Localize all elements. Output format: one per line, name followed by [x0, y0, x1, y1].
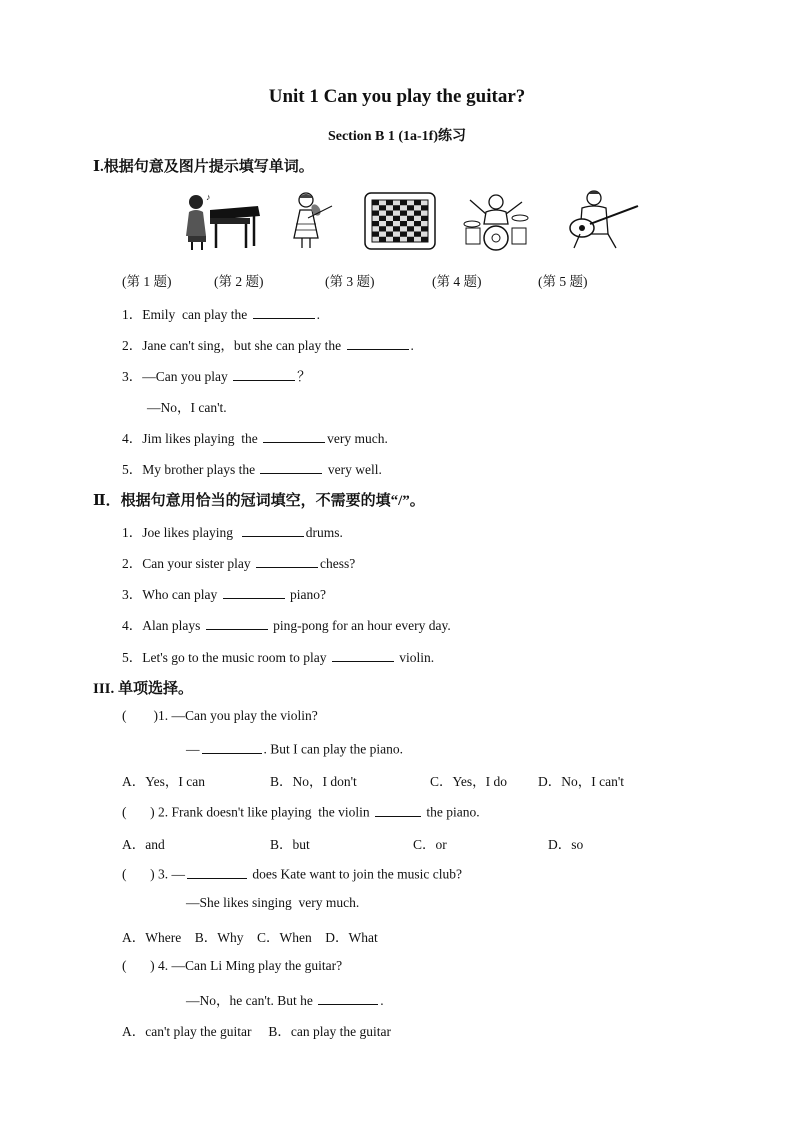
s3-q1-option-d[interactable]: D．No，I can't	[538, 774, 625, 789]
answer-paren[interactable]: ( )	[122, 804, 155, 820]
answer-blank[interactable]	[256, 554, 318, 569]
section-2-heading: Ⅱ．根据句意用恰当的冠词填空，不需要的填“/”。	[93, 493, 425, 509]
s3-q1-option-a[interactable]: A．Yes，I can	[122, 774, 205, 789]
page-subtitle: Section B 1 (1a-1f)练习	[327, 129, 467, 144]
picture-label-5: (第 5 题)	[538, 274, 588, 289]
answer-blank[interactable]	[206, 616, 268, 631]
answer-blank	[318, 991, 378, 1006]
s3-question-1: ( )1. —Can you play the violin?	[122, 708, 318, 723]
answer-blank	[202, 739, 262, 754]
section-3-heading: III. 单项选择。	[93, 681, 194, 697]
s3-q3-options[interactable]: A．Where B．Why C．When D．What	[122, 930, 378, 945]
s3-question-2: ( ) 2. Frank doesn't like playing the violin the piano.	[122, 802, 480, 821]
picture-label-4: (第 4 题)	[432, 274, 482, 289]
s1-question-3: 3．—Can you play ？	[122, 365, 311, 385]
s1-question-1: 1．Emily can play the .	[122, 303, 320, 323]
s3-question-3-reply: —She likes singing very much.	[186, 895, 360, 910]
s3-q2-option-b[interactable]: B．but	[270, 837, 310, 852]
answer-blank	[187, 864, 247, 879]
s2-question-3: 3．Who can play piano?	[122, 583, 326, 603]
chess-board-picture	[364, 192, 436, 250]
s3-question-4: ( ) 4. —Can Li Ming play the guitar?	[122, 958, 343, 973]
s3-q2-option-d[interactable]: D．so	[548, 837, 584, 852]
violin-player-picture	[286, 188, 336, 252]
s2-question-5: 5．Let's go to the music room to play violin.	[122, 646, 434, 666]
picture-label-3: (第 3 题)	[325, 274, 375, 289]
s1-question-3-answer: —No，I can't.	[147, 400, 227, 415]
answer-blank	[375, 802, 421, 817]
answer-blank[interactable]	[260, 460, 322, 475]
answer-blank[interactable]	[347, 336, 409, 351]
s3-question-1-reply: — . But I can play the piano.	[186, 739, 403, 758]
answer-paren[interactable]: ( )	[122, 958, 155, 973]
s1-question-2: 2．Jane can't sing，but she can play the .	[122, 334, 414, 354]
s3-q2-option-c[interactable]: C．or	[413, 837, 447, 852]
s3-q4-options[interactable]: A．can't play the guitar B．can play the guitar	[122, 1024, 391, 1039]
picture-label-2: (第 2 题)	[214, 274, 264, 289]
guitar-player-picture	[560, 188, 642, 252]
s2-question-4: 4．Alan plays ping-pong for an hour every day.	[122, 614, 451, 634]
section-1-heading: Ⅰ.根据句意及图片提示填写单词。	[93, 159, 314, 175]
answer-blank[interactable]	[253, 305, 315, 320]
s3-q1-option-c[interactable]: C．Yes，I do	[430, 774, 508, 789]
answer-paren[interactable]: ( )	[122, 708, 158, 723]
page-title: Unit 1 Can you play the guitar?	[268, 86, 526, 107]
answer-blank[interactable]	[332, 648, 394, 663]
s3-q1-option-b[interactable]: B．No，I don't	[270, 774, 357, 789]
s1-question-4: 4．Jim likes playing the very much.	[122, 427, 388, 447]
svg-text:♪: ♪	[206, 192, 211, 202]
s2-question-1: 1．Joe likes playing drums.	[122, 521, 343, 541]
answer-blank[interactable]	[263, 429, 325, 444]
s3-q2-option-a[interactable]: A．and	[122, 837, 165, 852]
answer-paren[interactable]: ( )	[122, 866, 155, 882]
s2-question-2: 2．Can your sister play chess?	[122, 552, 355, 572]
s3-question-4-reply: —No，he can't. But he .	[186, 989, 384, 1009]
s1-question-5: 5．My brother plays the very well.	[122, 458, 382, 478]
piano-player-picture	[180, 188, 262, 252]
drums-player-picture	[462, 188, 530, 252]
answer-blank[interactable]	[223, 585, 285, 600]
picture-label-1: (第 1 题)	[122, 274, 172, 289]
answer-blank[interactable]	[233, 367, 295, 382]
s3-question-3: ( ) 3. — does Kate want to join the music club?	[122, 864, 462, 883]
answer-blank[interactable]	[242, 523, 304, 538]
